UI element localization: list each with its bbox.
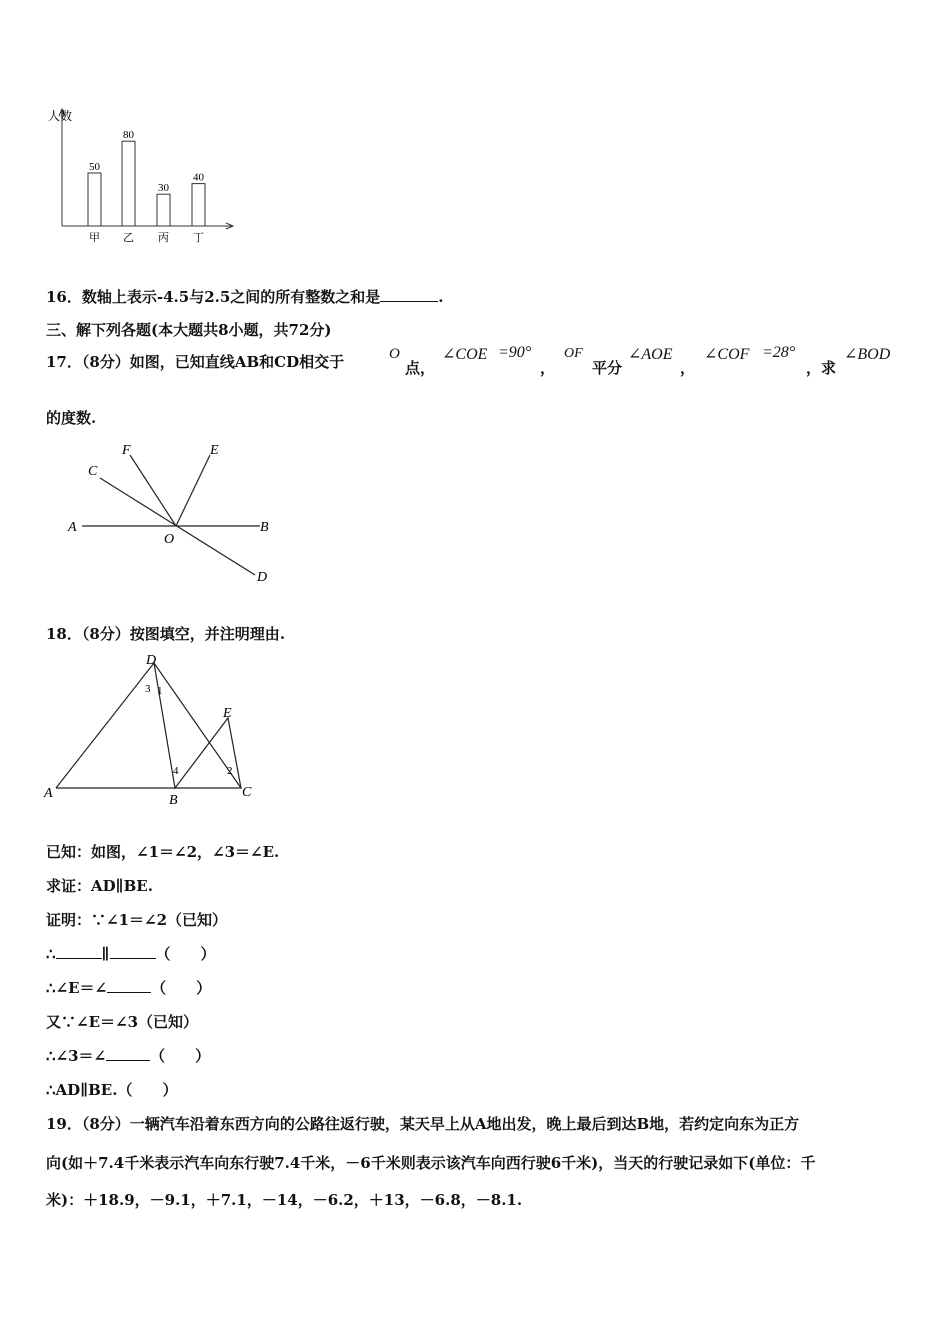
answer-blank[interactable] xyxy=(56,944,102,959)
label-d: D xyxy=(146,653,157,668)
q18-step-4: 又∵∠E＝∠3（已知） xyxy=(46,1013,199,1031)
q18-step-3 xyxy=(46,978,211,998)
q18-step-6: ∴AD∥BE.（ ） xyxy=(46,1081,178,1099)
q19-line-1: 19．（8分）一辆汽车沿着东西方向的公路往返行驶，某天早上从A地出发，晚上最后到达B地，若约定向东为正方 xyxy=(46,1115,800,1133)
label-b: B xyxy=(169,793,178,808)
angle-label-4: 4 xyxy=(173,765,179,777)
bar-value-label: 40 xyxy=(193,171,204,184)
ray-oe xyxy=(176,455,210,526)
bar-2 xyxy=(122,141,135,226)
angle-coe: ∠COE xyxy=(442,346,488,363)
step-text: ∴∠E＝∠ xyxy=(46,979,108,997)
label-c: C xyxy=(88,464,98,479)
label-b: B xyxy=(260,520,269,535)
category-label: 丙 xyxy=(158,231,169,244)
label-e: E xyxy=(223,706,232,721)
q18-step-2 xyxy=(46,944,216,964)
ray-of-math: OF xyxy=(564,346,583,361)
bar-value-label: 30 xyxy=(158,182,169,195)
bar-value-label: 50 xyxy=(89,161,100,173)
q19-line-2: 向(如＋7.4千米表示汽车向东行驶7.4千米，－6千米则表示该汽车向西行驶6千米)，当天的行驶记录如下(单位：千 xyxy=(46,1154,816,1172)
step-text: ∴∠3＝∠ xyxy=(46,1047,107,1065)
answer-blank[interactable] xyxy=(380,287,438,302)
q16-text: 16．数轴上表示-4.5与2.5之间的所有整数之和是 xyxy=(46,288,381,306)
q17-prefix: 17．（8分）如图，已知直线AB和CD相交于 xyxy=(46,353,345,371)
reason-paren: （ ） xyxy=(151,979,212,997)
comma: ， xyxy=(540,359,556,377)
q16-end: . xyxy=(438,288,444,306)
point-o-math: O xyxy=(389,346,400,362)
ray-of xyxy=(130,455,176,526)
eq-28: =28° xyxy=(762,344,796,361)
label-c: C xyxy=(242,785,252,800)
label-a: A xyxy=(44,786,53,801)
angle-aoe: ∠AOE xyxy=(628,346,673,363)
label-e: E xyxy=(210,443,219,458)
label-a: A xyxy=(68,520,77,535)
q17-qiu: ，求 xyxy=(806,359,837,377)
q17-pingfen: 平分 xyxy=(592,359,623,377)
label-d: D xyxy=(257,570,268,585)
q18-step-5 xyxy=(46,1046,210,1066)
category-label: 丁 xyxy=(193,231,204,244)
eq-90: =90° xyxy=(498,344,532,361)
y-axis-label: 人数 xyxy=(48,109,73,123)
parallel-symbol: ∥ xyxy=(101,945,110,963)
therefore-symbol: ∴ xyxy=(46,945,56,963)
figure-17 xyxy=(60,435,290,590)
answer-blank[interactable] xyxy=(107,978,151,993)
angle-label-2: 2 xyxy=(227,765,233,777)
q17-dian: 点， xyxy=(405,359,436,377)
bar-value-label: 80 xyxy=(123,129,134,142)
reason-paren: （ ） xyxy=(150,1047,211,1065)
label-o: O xyxy=(164,532,175,547)
answer-blank[interactable] xyxy=(110,944,156,959)
angle-label-3: 3 xyxy=(145,683,151,695)
triangle-adc xyxy=(56,663,241,788)
comma: ， xyxy=(680,359,696,377)
section-heading: 三、解下列各题(本大题共8小题，共72分) xyxy=(46,321,332,339)
reason-paren: （ ） xyxy=(155,945,216,963)
category-label: 乙 xyxy=(123,231,134,244)
angle-bod: ∠BOD xyxy=(844,346,891,363)
bar-1 xyxy=(88,173,101,226)
q18-proof-1: 证明：∵∠1＝∠2（已知） xyxy=(46,911,228,929)
q18-prove: 求证：AD∥BE. xyxy=(46,877,153,895)
q19-line-3: 米)：＋18.9，－9.1，＋7.1，－14，－6.2，＋13，－6.8，－8.1. xyxy=(46,1191,523,1209)
question-16 xyxy=(46,287,444,307)
question-17 xyxy=(46,352,344,372)
q17-line2: 的度数. xyxy=(46,409,97,427)
bar-3 xyxy=(157,194,170,226)
category-label: 甲 xyxy=(89,231,100,244)
bar-chart xyxy=(40,100,240,250)
angle-cof: ∠COF xyxy=(704,346,750,363)
q18-known: 已知：如图，∠1＝∠2，∠3＝∠E. xyxy=(46,843,280,861)
angle-label-1: 1 xyxy=(157,685,163,697)
q18-title: 18．（8分）按图填空，并注明理由. xyxy=(46,625,286,643)
answer-blank[interactable] xyxy=(106,1046,150,1061)
figure-18 xyxy=(40,650,270,810)
bar-4 xyxy=(192,184,205,226)
label-f: F xyxy=(122,443,131,458)
